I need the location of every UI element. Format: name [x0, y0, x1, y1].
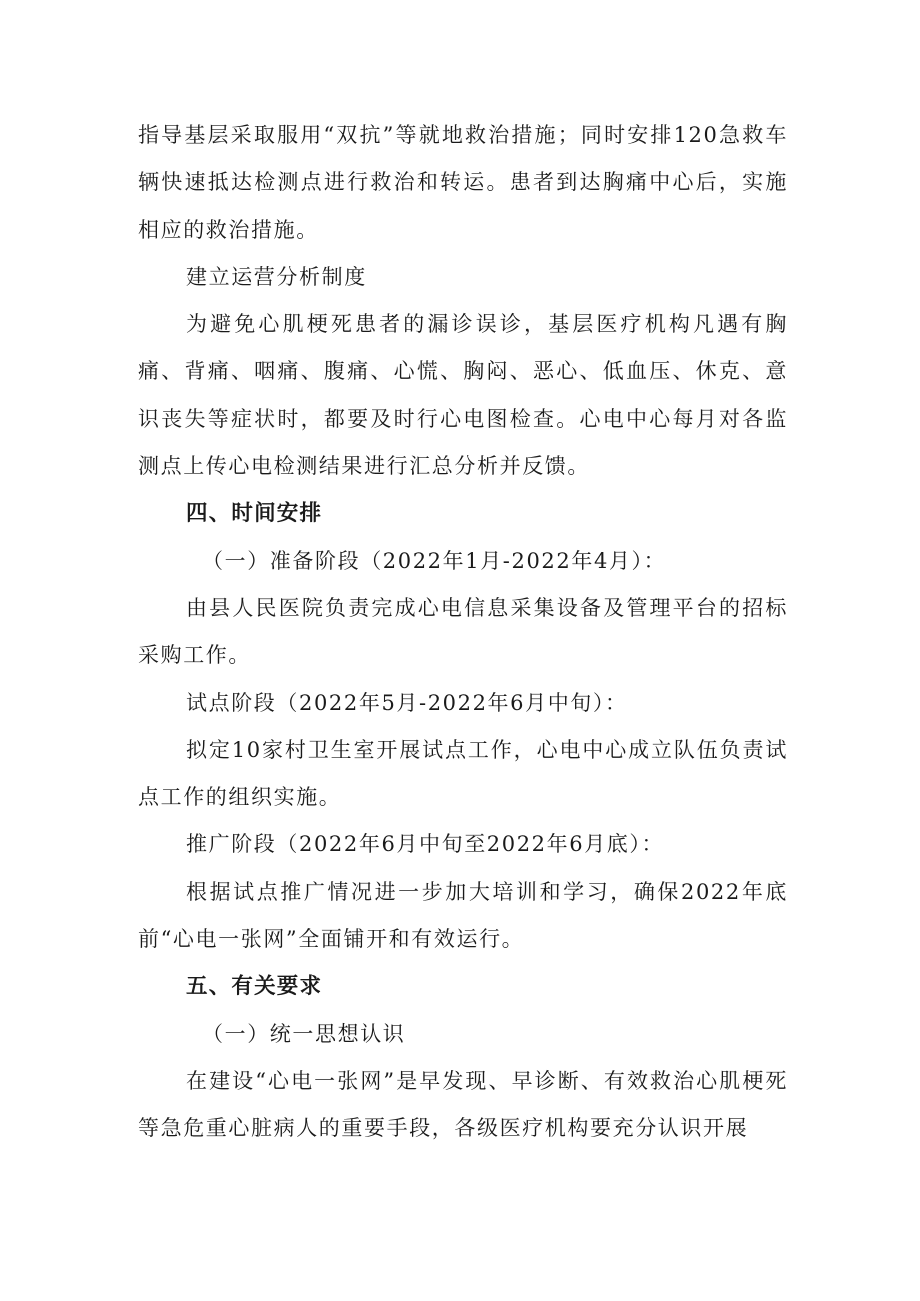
paragraph-rescue-measures: 指导基层采取服用“双抗”等就地救治措施；同时安排120急救车辆快速抵达检测点进行救治和转运。患者到达胸痛中心后，实施相应的救治措施。: [138, 123, 788, 242]
paragraph-promotion-phase: 推广阶段（2022年6月中旬至2022年6月底）：: [186, 832, 665, 857]
paragraph-procurement: 由县人民医院负责完成心电信息采集设备及管理平台的招标采购工作。: [138, 595, 788, 668]
paragraph-preparation-phase: （一）准备阶段（2022年1月-2022年4月）：: [202, 548, 667, 573]
paragraph-missed-diagnosis: 为避免心肌梗死患者的漏诊误诊，基层医疗机构凡遇有胸痛、背痛、咽痛、腹痛、心慌、胸闷、恶心、低血压、休克、意识丧失等症状时，都要及时行心电图检查。心电中心每月对各监测点上传心电检测结果进行汇总分析并反馈。: [138, 312, 788, 479]
paragraph-ecg-network-importance: 在建设“心电一张网”是早发现、早诊断、有效救治心肌梗死等急危重心脏病人的重要手段，各级医疗机构要充分认识开展: [138, 1068, 788, 1141]
heading-time-schedule: 四、时间安排: [186, 501, 323, 527]
heading-requirements: 五、有关要求: [186, 974, 323, 1000]
paragraph-operation-analysis-title: 建立运营分析制度: [186, 264, 367, 289]
paragraph-promotion-work: 根据试点推广情况进一步加大培训和学习，确保2022年底前“心电一张网”全面铺开和有效运行。: [138, 879, 788, 952]
document-body: [138, 112, 788, 1153]
paragraph-pilot-work: 拟定10家村卫生室开展试点工作，心电中心成立队伍负责试点工作的组织实施。: [138, 737, 788, 810]
paragraph-pilot-phase: 试点阶段（2022年5月-2022年6月中旬）：: [186, 690, 628, 715]
paragraph-unify-thinking: （一）统一思想认识: [202, 1021, 406, 1046]
